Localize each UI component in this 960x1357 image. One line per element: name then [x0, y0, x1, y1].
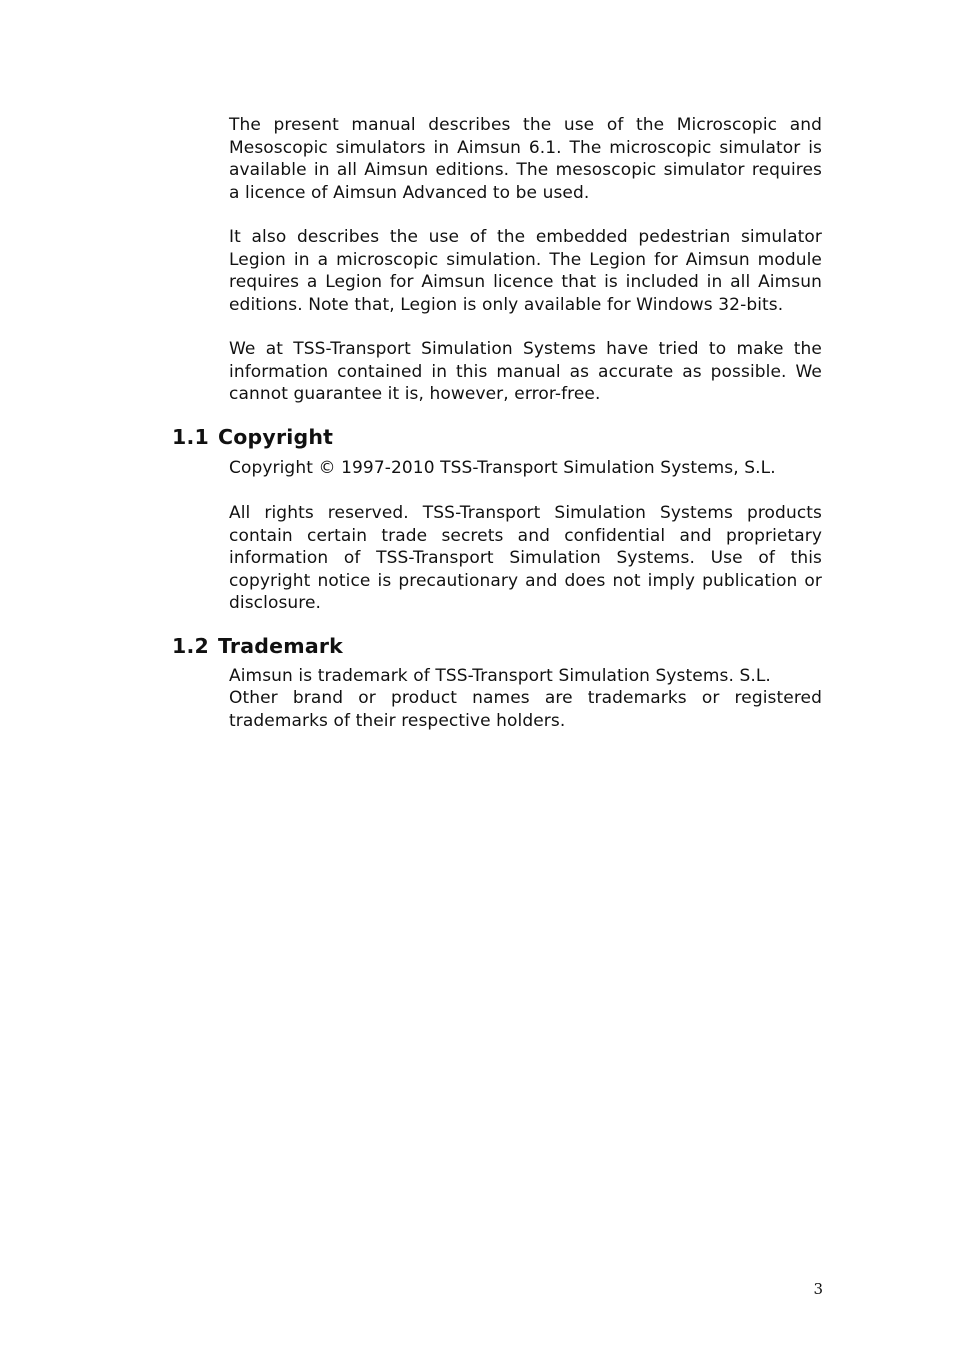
- copyright-section-number: 1.1: [172, 425, 209, 449]
- trademark-heading: [172, 634, 343, 658]
- intro-paragraph-2: It also describes the use of the embedded pedestrian simulator Legion in a microscopic simulation. The Legion for Aimsun module requires a Legion for Aimsun licence that is included in all Aimsun editions. Note that, Legion is only available for Windows 32-bits.: [229, 227, 822, 315]
- trademark-paragraph: Other brand or product names are trademarks or registered trademarks of their respective holders.: [229, 688, 822, 731]
- copyright-heading: [172, 425, 333, 449]
- trademark-line: Aimsun is trademark of TSS-Transport Simulation Systems. S.L.: [229, 666, 771, 686]
- copyright-section-title: Copyright: [218, 425, 334, 449]
- trademark-section-number: 1.2: [172, 634, 209, 658]
- intro-paragraph-3: We at TSS-Transport Simulation Systems have tried to make the information contained in this manual as accurate as possible. We cannot guarantee it is, however, error-free.: [229, 339, 822, 404]
- page-number: 3: [813, 1280, 823, 1298]
- trademark-section-title: Trademark: [218, 634, 343, 658]
- copyright-line: Copyright © 1997-2010 TSS-Transport Simulation Systems, S.L.: [229, 458, 776, 478]
- copyright-paragraph: All rights reserved. TSS-Transport Simulation Systems products contain certain trade secrets and confidential and proprietary information of TSS-Transport Simulation Systems. Use of this copyright notice is precautionary and does not imply publication or disclosure.: [229, 503, 822, 613]
- intro-paragraph-1: The present manual describes the use of the Microscopic and Mesoscopic simulators in Aimsun 6.1. The microscopic simulator is available in all Aimsun editions. The mesoscopic simulator requires a licence of Aimsun Advanced to be used.: [229, 115, 822, 203]
